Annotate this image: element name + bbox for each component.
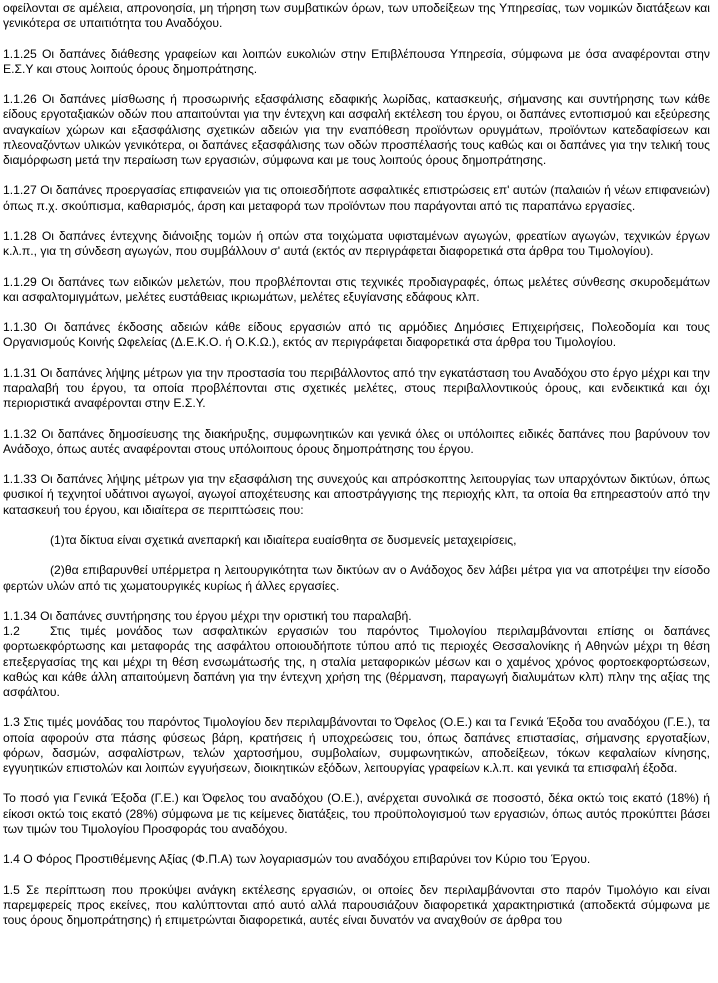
paragraph-1-3: 1.3 Στις τιμές μονάδας του παρόντος Τιμολογίου δεν περιλαμβάνονται το Όφελος (Ο.Ε.) και τα Γενικά Έξοδα του αναδόχου (Γ.Ε.), τα οποία αφορούν στα πάσης φύσεως βάρη, κρατήσεις ή υποχρεώσεις του, όπως δαπάνες επιστασίας, σήμανσης εργοταξίων, φόρων, δασμών, ασφαλίστρων, τελών χαρτοσήμου, συμβολαίων, συμφωνητικών, αποδείξεων, τόκων κεφαλαίων κίνησης, εγγυητικών επιστολών και λοιπών εγγυήσεων, διοικητικών εξόδων, λειτουργίας γραφείων κ.λ.π. και γενικά τα επισφαλή έξοδα.	[3, 715, 710, 775]
paragraph-continuation: οφείλονται σε αμέλεια, απρονοησία, μη τήρηση των συμβατικών όρων, των υποδείξεων της Υπηρεσίας, των νομικών διατάξεων και γενικότερα σε υπαιτιότητα του Αναδόχου.	[3, 1, 710, 31]
paragraph-1-1-31: 1.1.31 Οι δαπάνες λήψης μέτρων για την προστασία του περιβάλλοντος από την εγκατάσταση του Αναδόχου στο έργο μέχρι και την παραλαβή του έργου, τα οποία προβλέπονται στις σχετικές μελέτες, στους περιβαλλοντικούς όρους, και ενδεικτικά και όχι περιοριστικά αναφέρονται στην Ε.Σ.Υ.	[3, 365, 710, 411]
paragraph-1-1-28: 1.1.28 Οι δαπάνες έντεχνης διάνοιξης τομών ή οπών στα τοιχώματα υφισταμένων αγωγών, φρεατίων αγωγών, τεχνικών έργων κ.λ.π., για τη σύνδεση αγωγών, που συμβάλλουν σ' αυτά (εκτός αν περιγράφεται διαφορετικά στα άρθρα του Τιμολογίου).	[3, 228, 710, 259]
paragraph-1-1-27: 1.1.27 Οι δαπάνες προεργασίας επιφανειών για τις οποιεσδήποτε ασφαλτικές επιστρώσεις επ' αυτών (παλαιών ή νέων επιφανειών) όπως π.χ. σκούπισμα, καθαρισμός, άρση και μεταφορά των προϊόντων που παράγονται από τις παραπάνω εργασίες.	[3, 183, 710, 213]
paragraph-1-4: 1.4 Ο Φόρος Προστιθέμενης Αξίας (Φ.Π.Α) των λογαριασμών του αναδόχου επιβαρύνει τον Κύριο του Έργου.	[3, 852, 591, 867]
list-item-2: (2)θα επιβαρυνθεί υπέρμετρα η λειτουργικότητα των δικτύων αν ο Ανάδοχος δεν λάβει μέτρα για να αποτρέψει την είσοδο φερτών υλών από τις χωματουργικές κυρίως ή άλλες εργασίες.	[3, 563, 710, 593]
paragraph-1-3-continued: Το ποσό για Γενικά Έξοδα (Γ.Ε.) και Όφελος του αναδόχου (Ο.Ε.), ανέρχεται συνολικά σε ποσοστό, δέκα οκτώ τοις εκατό (18%) ή είκοσι οκτώ τοις εκατό (28%) σύμφωνα με τις κείμενες διατάξεις, του προϋπολογισμού των εργασιών, όπως αυτός προκύπτει βάσει των τιμών του Τιμολογίου Προσφοράς του αναδόχου.	[3, 791, 710, 836]
list-item-1: (1)τα δίκτυα είναι σχετικά ανεπαρκή και ιδιαίτερα ευαίσθητα σε δυσμενείς μεταχειρίσεις,	[50, 532, 517, 547]
paragraph-1-5: 1.5 Σε περίπτωση που προκύψει ανάγκη εκτέλεσης εργασιών, οι οποίες δεν περιλαμβάνονται στο παρόν Τιμολόγιο και είναι παρεμφερείς προς εκείνες, που καλύπτονται από αυτό αλλά παρουσιάζουν διαφορετικά χαρακτηριστικά (αποδεκτά σύμφωνα με τους όρους δημοπράτησης) ή επιμετρώνται διαφορετικά, αυτές είναι δυνατόν να αναχθούν σε άρθρα του	[3, 882, 710, 927]
paragraph-1-1-30: 1.1.30 Οι δαπάνες έκδοσης αδειών κάθε είδους εργασιών από τις αρμόδιες Δημόσιες Επιχειρήσεις, Πολεοδομία και τους Οργανισμούς Κοινής Ωφελείας (Δ.Ε.Κ.Ο. ή Ο.Κ.Ω.), εκτός αν περιγράφεται διαφορετικά στα άρθρα του Τιμολογίου.	[3, 320, 710, 350]
paragraph-1-1-29: 1.1.29 Οι δαπάνες των ειδικών μελετών, που προβλέπονται στις τεχνικές προδιαγραφές, όπως μελέτες σύνθεσης σκυροδεμάτων και ασφαλτομιγμάτων, μελέτες ευστάθειας ικριωμάτων, μελέτες εξυγίανσης εδάφους κλπ.	[3, 274, 710, 304]
paragraph-1-1-32: 1.1.32 Οι δαπάνες δημοσίευσης της διακήρυξης, συμφωνητικών και γενικά όλες οι υπόλοιπες ειδικές δαπάνες που βαρύνουν τον Ανάδοχο, όπως αυτές αναφέρονται στους υπόλοιπους όρους δημοπράτησης του έργου.	[3, 426, 710, 456]
paragraph-1-1-33: 1.1.33 Οι δαπάνες λήψης μέτρων για την εξασφάλιση της συνεχούς και απρόσκοπτης λειτουργίας των υπαρχόντων δικτύων, όπως φυσικοί ή τεχνητοί υδάτινοι αγωγοί, αγωγοί αποχέτευσης και αποστράγγισης της περιοχής κλπ, τα οποία θα επηρεαστούν από την κατασκευή του έργου, και ιδιαίτερα σε περιπτώσεις που:	[3, 472, 710, 517]
paragraph-1-2	[3, 624, 710, 700]
paragraph-1-2-text: Στις τιμές μονάδος των ασφαλτικών εργασιών του παρόντος Τιμολογίου περιλαμβάνονται επίσης οι δαπάνες φορτωεκφόρτωσης και μεταφοράς της ασφάλτου οποιουδήποτε τύπου από τις περιοχές Θεσσαλονίκης ή Αθηνών μέχρι τη θέση επεξεργασίας της και μέχρι τη θέση ενσωμάτωσής της, η σταλία μεταφορικών μέσων και ο χαμένος χρόνος φορτοεκφορτώσεων, καθώς και κάθε άλλη απαιτούμενη δαπάνη για την έντεχνη χρήση της (θέρμανση, παραγωγή διαλυμάτων κλπ) πλην της αξίας της ασφάλτου.	[3, 624, 710, 699]
paragraph-1-1-34: 1.1.34 Οι δαπάνες συντήρησης του έργου μέχρι την οριστική του παραλαβή.	[3, 608, 412, 623]
paragraph-1-1-25: 1.1.25 Οι δαπάνες διάθεσης γραφείων και λοιπών ευκολιών στην Επιβλέπουσα Υπηρεσία, σύμφωνα με όσα αναφέρονται στην Ε.Σ.Υ και στους λοιπούς όρους δημοπράτησης.	[3, 46, 710, 76]
section-number-1-2: 1.2	[3, 624, 20, 639]
paragraph-1-1-26: 1.1.26 Οι δαπάνες μίσθωσης ή προσωρινής εξασφάλισης εδαφικής λωρίδας, κατασκευής, σήμανσης και συντήρησης των κάθε είδους εργοταξιακών οδών που απαιτούνται για την έντεχνη και ασφαλή εκτέλεση του έργου, οι δαπάνες εντοπισμού και εξεύρεσης αναγκαίων χώρων και εξασφάλισης σχετικών αδειών για την εναπόθεση προϊόντων ορυγμάτων, προϊόντων κατεδαφίσεων και πλεοναζόντων υλικών γενικότερα, οι δαπάνες εξασφάλισης των οδών προσπέλασής τους καθώς και οι δαπάνες για την τελική τους διαμόρφωση μετά την περαίωση των εργασιών, σύμφωνα και με τους λοιπούς όρους δημοπράτησης.	[3, 92, 710, 167]
